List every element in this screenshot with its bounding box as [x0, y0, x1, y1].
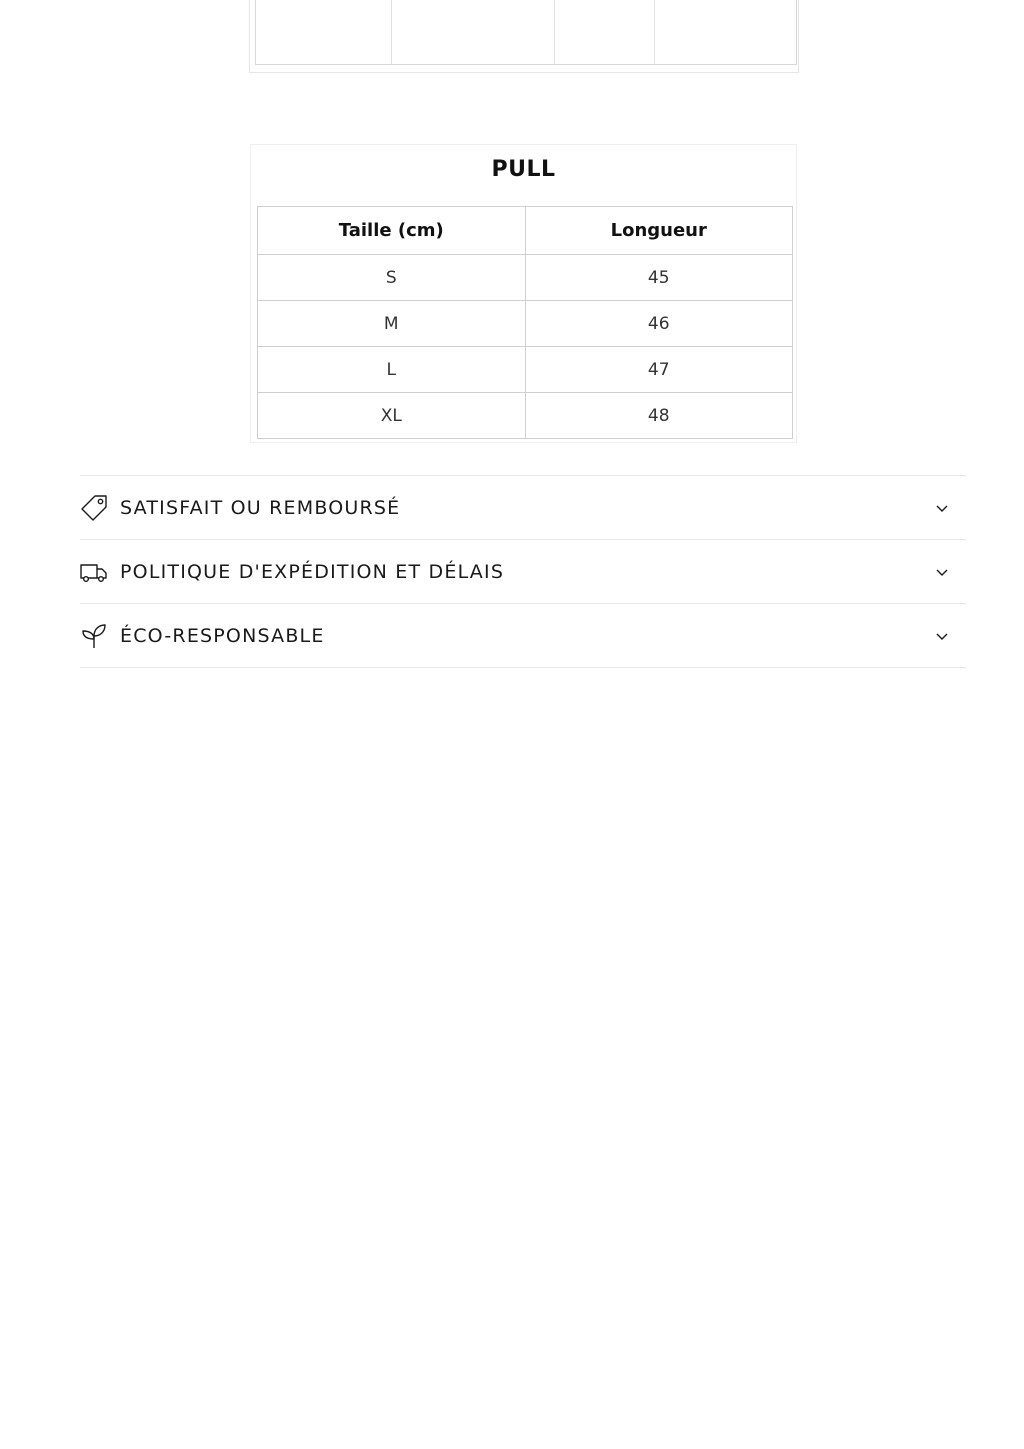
length-cell: 46	[525, 301, 793, 347]
size-cell: XL	[258, 393, 526, 439]
length-cell: 45	[525, 255, 793, 301]
table-header-row	[258, 207, 793, 255]
table-row	[258, 301, 793, 347]
table-row	[258, 255, 793, 301]
column-header-length: Longueur	[525, 207, 793, 255]
chevron-down-icon[interactable]	[934, 564, 950, 580]
accordion-item-politique-expedition[interactable]	[80, 539, 966, 603]
accordion-label: POLITIQUE D'EXPÉDITION ET DÉLAIS	[120, 560, 505, 583]
length-cell: 47	[525, 347, 793, 393]
delivery-truck-icon	[80, 558, 108, 586]
size-cell: L	[258, 347, 526, 393]
column-header-size: Taille (cm)	[258, 207, 526, 255]
size-cell: S	[258, 255, 526, 301]
size-chart-pull	[250, 144, 797, 443]
accordion-label: SATISFAIT OU REMBOURSÉ	[120, 496, 401, 519]
table-row	[258, 347, 793, 393]
size-cell: M	[258, 301, 526, 347]
product-info-accordion	[80, 475, 966, 668]
accordion-item-eco-responsable[interactable]	[80, 603, 966, 668]
accordion-label: ÉCO-RESPONSABLE	[120, 624, 325, 647]
length-cell: 48	[525, 393, 793, 439]
size-table	[257, 206, 793, 439]
table-row	[258, 393, 793, 439]
price-tag-icon	[80, 494, 108, 522]
accordion-item-satisfait-ou-rembourse[interactable]	[80, 475, 966, 539]
cell-divider	[654, 0, 655, 64]
size-chart-title: PULL	[491, 157, 556, 182]
previous-size-chart	[249, 0, 799, 73]
chevron-down-icon[interactable]	[934, 628, 950, 644]
cell-divider	[391, 0, 392, 64]
cell-divider	[554, 0, 555, 64]
leaf-sprout-icon	[80, 622, 108, 650]
chevron-down-icon[interactable]	[934, 500, 950, 516]
table-row	[255, 0, 797, 65]
